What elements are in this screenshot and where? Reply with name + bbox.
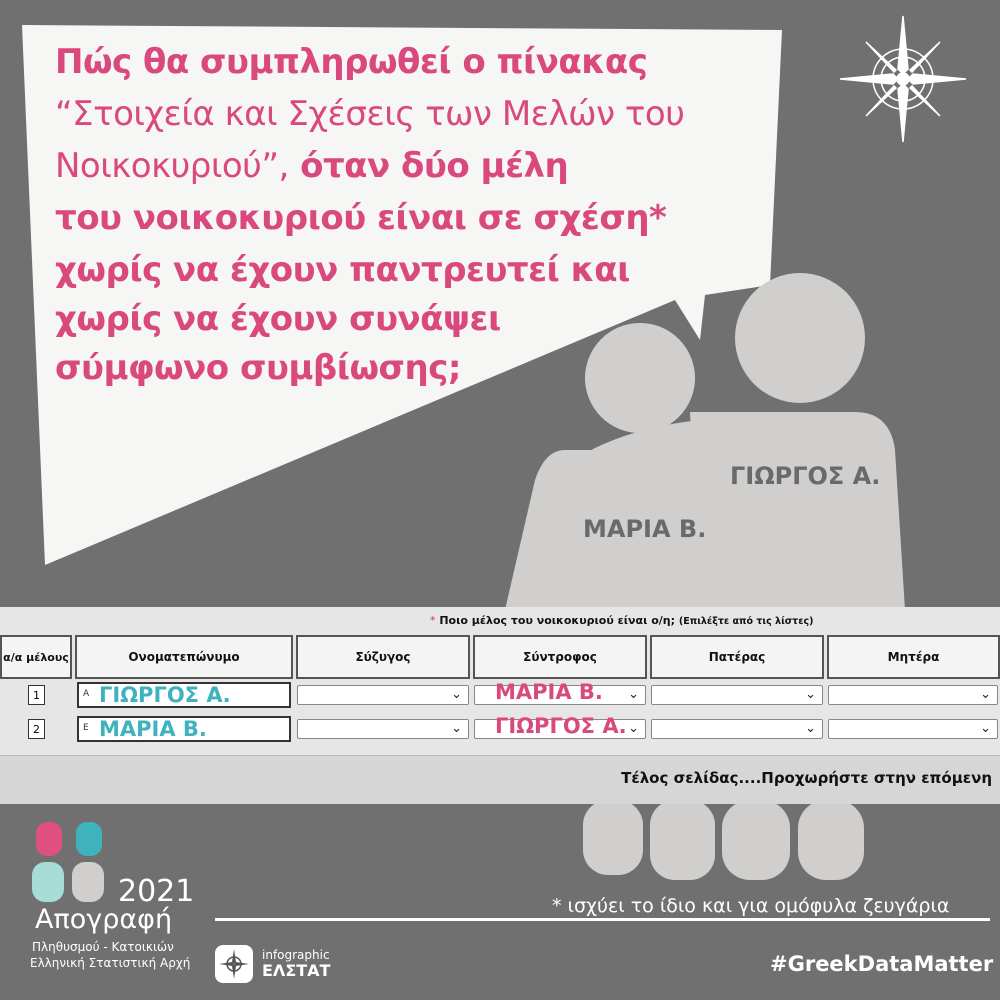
member-number-2: 2 xyxy=(28,719,45,739)
footer-divider xyxy=(215,918,990,921)
father-select-1[interactable] xyxy=(651,685,823,705)
father-select-2[interactable] xyxy=(651,719,823,739)
header-partner: Σύντροφος xyxy=(473,635,647,679)
question-line-5: χωρίς να έχουν παντρευτεί και xyxy=(55,250,630,290)
partner-select-2[interactable] xyxy=(474,714,646,739)
elstat-badge-icon xyxy=(215,945,253,983)
name-prefix-1: A xyxy=(83,689,90,699)
question-line-2: “Στοιχεία και Σχέσεις των Μελών του xyxy=(55,94,685,134)
census-subtitle: Πληθυσμού - Κατοικιών xyxy=(32,940,174,954)
name-field-2[interactable] xyxy=(77,716,291,742)
partner-select-1[interactable] xyxy=(474,680,646,705)
chevron-down-icon: ⌄ xyxy=(980,687,991,702)
relationship-question-text: Ποιο μέλος του νοικοκυριού είναι ο/η; xyxy=(439,614,676,627)
partner-value-1: ΜΑΡΙΑ Β. xyxy=(495,680,603,704)
name-value-2: ΜΑΡΙΑ Β. xyxy=(99,717,207,741)
member-number-1: 1 xyxy=(28,685,45,705)
question-line-7: σύμφωνο συμβίωσης; xyxy=(55,348,461,388)
header-mother: Μητέρα xyxy=(827,635,1000,679)
chevron-down-icon: ⌄ xyxy=(805,721,816,736)
man-label: ΓΙΩΡΓΟΣ Α. xyxy=(730,462,881,490)
name-field-1[interactable] xyxy=(77,682,291,708)
relationship-question xyxy=(430,614,814,627)
mother-select-1[interactable] xyxy=(828,685,998,705)
required-mark: * xyxy=(430,614,436,627)
hashtag: #GreekDataMatter xyxy=(770,952,994,976)
question-line-6: χωρίς να έχουν συνάψει xyxy=(55,299,501,339)
chevron-down-icon: ⌄ xyxy=(805,687,816,702)
name-value-1: ΓΙΩΡΓΟΣ Α. xyxy=(99,683,231,707)
census-title: Απογραφή xyxy=(35,904,173,935)
question-line-4: του νοικοκυριού είναι σε σχέση* xyxy=(55,198,667,238)
agency-name: Ελληνική Στατιστική Αρχή xyxy=(30,956,191,970)
name-prefix-2: E xyxy=(83,723,89,733)
question-line-3b: όταν δύο μέλη xyxy=(300,146,569,186)
elstat-label: ΕΛΣΤΑΤ xyxy=(262,961,331,980)
household-members-form xyxy=(0,607,1000,803)
header-father: Πατέρας xyxy=(650,635,824,679)
header-spouse: Σύζυγος xyxy=(296,635,470,679)
chevron-down-icon: ⌄ xyxy=(451,721,462,736)
partner-value-2: ΓΙΩΡΓΟΣ Α. xyxy=(495,714,627,738)
infographic-label: infographic xyxy=(262,948,330,962)
woman-label: ΜΑΡΙΑ Β. xyxy=(583,515,707,543)
page-end-bar xyxy=(0,755,1000,804)
chevron-down-icon: ⌄ xyxy=(980,721,991,736)
chevron-down-icon: ⌄ xyxy=(628,721,639,736)
spouse-select-1[interactable] xyxy=(297,685,469,705)
census-people-logo xyxy=(30,820,110,905)
census-year: 2021 xyxy=(118,874,195,909)
question-line-3a: Νοικοκυριού”, xyxy=(55,146,289,186)
chevron-down-icon: ⌄ xyxy=(628,687,639,702)
chevron-down-icon: ⌄ xyxy=(451,687,462,702)
header-member-number: α/α μέλους xyxy=(0,635,72,679)
page-end-link[interactable]: Τέλος σελίδας....Προχωρήστε στην επόμενη xyxy=(621,769,992,787)
question-line-1: Πώς θα συμπληρωθεί ο πίνακας xyxy=(55,42,648,82)
same-sex-footnote: * ισχύει το ίδιο και για ομόφυλα ζευγάρια xyxy=(552,895,950,917)
relationship-hint: (Επιλέξτε από τις λίστες) xyxy=(678,616,814,627)
header-full-name: Ονοματεπώνυμο xyxy=(75,635,293,679)
spouse-select-2[interactable] xyxy=(297,719,469,739)
mother-select-2[interactable] xyxy=(828,719,998,739)
